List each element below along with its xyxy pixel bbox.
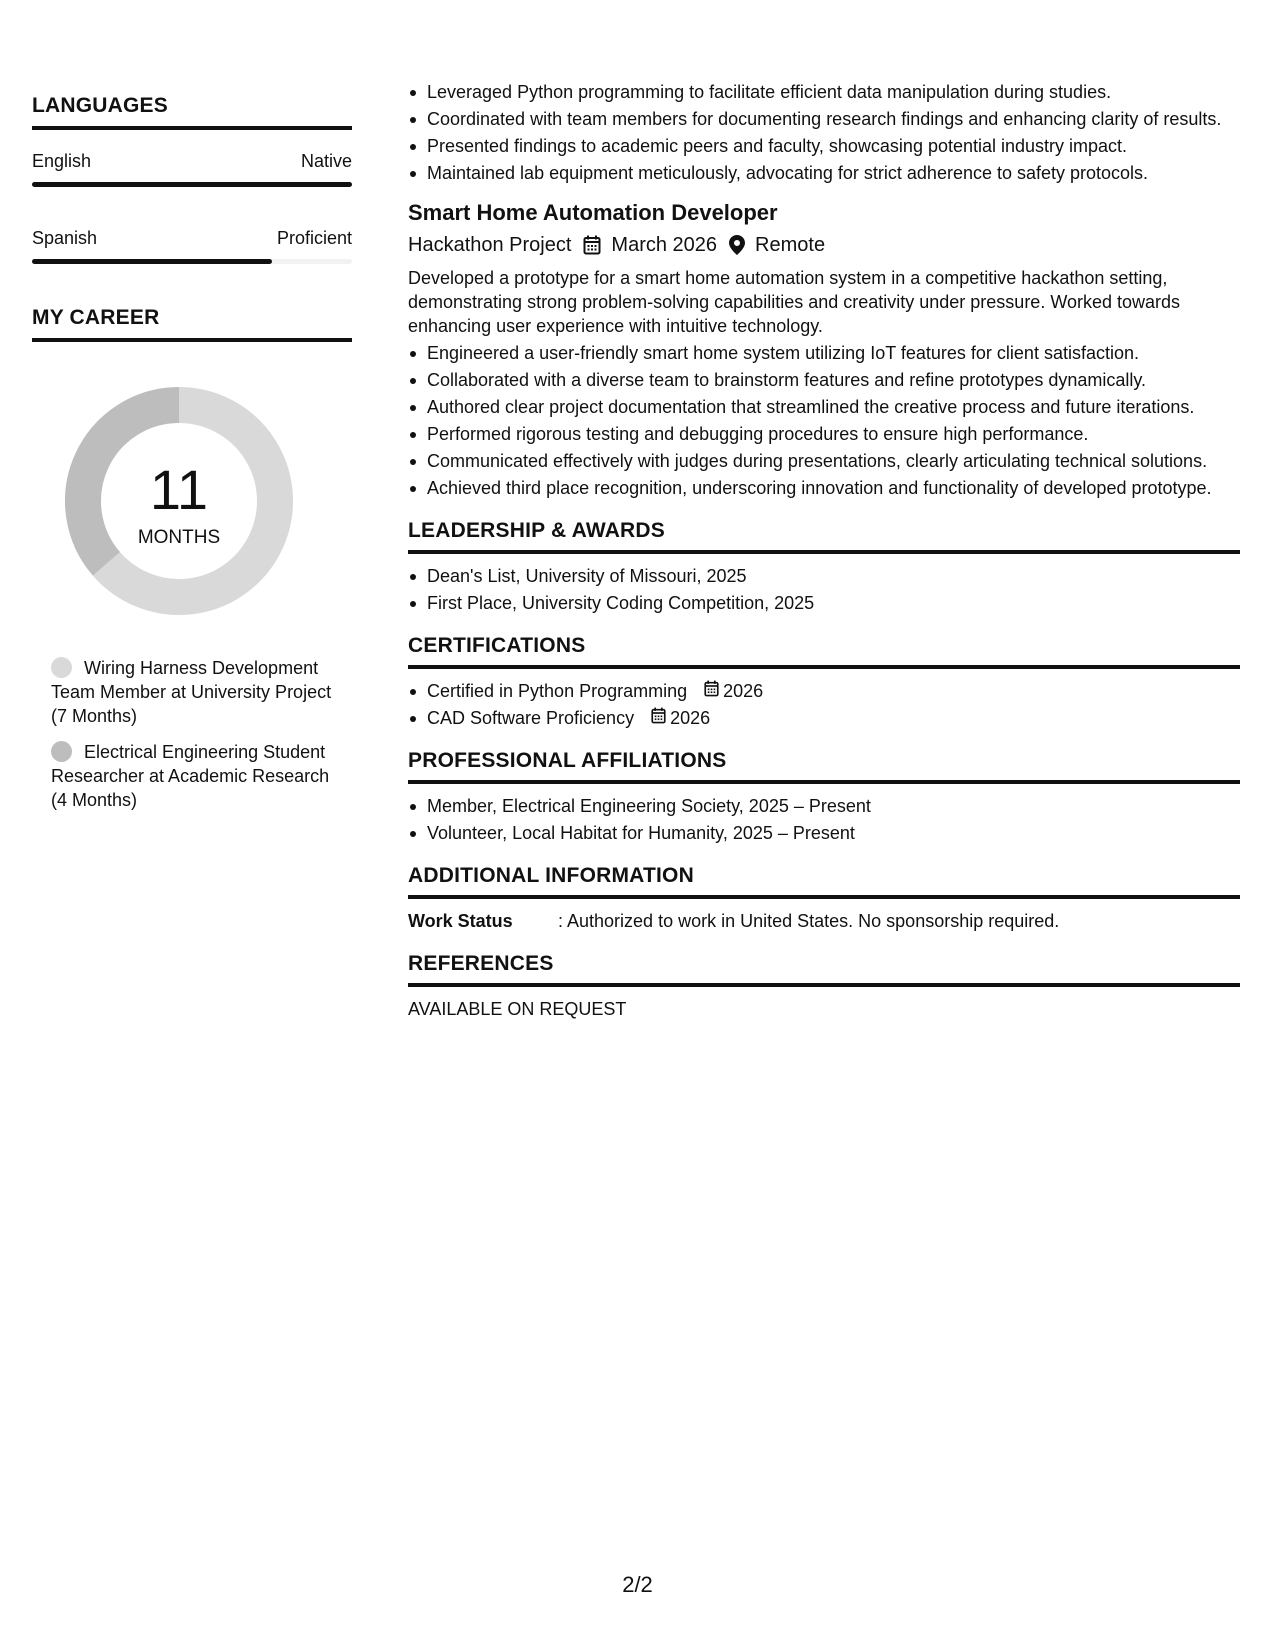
career-legend-item	[51, 740, 341, 812]
section-heading: PROFESSIONAL AFFILIATIONS	[408, 748, 1240, 784]
job-meta	[408, 232, 1240, 258]
additional-info-section	[408, 863, 1240, 933]
career-total-number: 11	[149, 458, 209, 521]
certifications-section	[408, 633, 1240, 730]
research-bullets	[408, 80, 1240, 185]
bullet-item: Leveraged Python programming to facilitate efficient data manipulation during studies.	[408, 80, 1240, 104]
calendar-icon	[583, 235, 601, 255]
job-description: Developed a prototype for a smart home automation system in a competitive hackathon setting, demonstrating strong problem-solving capabilities and creativity under pressure. Worked towards enhancing user experience with intuitive technology.	[408, 268, 1181, 336]
bullet-item: Maintained lab equipment meticulously, advocating for strict adherence to safety protocols.	[408, 161, 1240, 185]
certification-year: 2026	[723, 681, 764, 701]
section-heading: ADDITIONAL INFORMATION	[408, 863, 1240, 899]
language-item	[32, 227, 352, 264]
references-section	[408, 951, 1240, 1021]
bullet-item: Volunteer, Local Habitat for Humanity, 2025 – Present	[408, 821, 1240, 845]
career-section	[32, 306, 352, 812]
certification-date	[704, 679, 763, 703]
calendar-icon	[651, 706, 670, 730]
job-date: March 2026	[611, 234, 718, 256]
language-proficiency-bar	[32, 182, 352, 187]
job-location: Remote	[755, 234, 826, 256]
bullet-item: Dean's List, University of Missouri, 2025	[408, 564, 1240, 588]
certification-item	[408, 706, 1240, 730]
job-bullets	[408, 341, 1240, 500]
career-donut-chart	[64, 386, 294, 616]
bullet-item: Engineered a user-friendly smart home system utilizing IoT features for client satisfaction.	[408, 341, 1240, 365]
affiliations-section	[408, 748, 1240, 845]
language-level: Proficient	[276, 228, 352, 248]
calendar-icon	[704, 679, 723, 703]
leadership-list	[408, 564, 1240, 615]
career-legend-text: Electrical Engineering Student Researcher at Academic Research (4 Months)	[51, 742, 330, 810]
language-name: English	[32, 151, 92, 171]
map-pin-icon	[729, 235, 745, 255]
language-name: Spanish	[32, 228, 98, 248]
career-legend-item	[51, 656, 341, 728]
legend-dot	[51, 741, 72, 762]
certification-name: CAD Software Proficiency	[427, 708, 635, 728]
section-heading: LEADERSHIP & AWARDS	[408, 518, 1240, 554]
languages-section	[32, 94, 352, 264]
job-entry	[408, 199, 1240, 500]
job-company: Hackathon Project	[408, 234, 572, 256]
language-proficiency-fill	[32, 182, 352, 187]
main-content	[408, 80, 1240, 1021]
work-status-row	[408, 909, 1240, 933]
bullet-item: Achieved third place recognition, underscoring innovation and functionality of developed prototype.	[408, 476, 1240, 500]
languages-heading: LANGUAGES	[32, 94, 352, 130]
bullet-item: Member, Electrical Engineering Society, 2025 – Present	[408, 794, 1240, 818]
work-status-label: Work Status	[408, 911, 513, 931]
work-status-value: : Authorized to work in United States. No sponsorship required.	[558, 911, 1060, 931]
certification-name: Certified in Python Programming	[427, 681, 688, 701]
language-item	[32, 150, 352, 187]
bullet-item: Collaborated with a diverse team to brainstorm features and refine prototypes dynamically.	[408, 368, 1240, 392]
career-total-unit: MONTHS	[137, 527, 221, 548]
certification-year: 2026	[670, 708, 711, 728]
bullet-item: Communicated effectively with judges during presentations, clearly articulating technical solutions.	[408, 449, 1240, 473]
career-legend	[51, 656, 341, 812]
language-proficiency-fill	[32, 259, 272, 264]
language-proficiency-bar	[32, 259, 352, 264]
certification-item	[408, 679, 1240, 703]
certification-date	[651, 706, 710, 730]
legend-dot	[51, 657, 72, 678]
language-level: Native	[300, 151, 352, 171]
affiliations-list	[408, 794, 1240, 845]
leadership-section	[408, 518, 1240, 615]
page-number: 2/2	[622, 1572, 653, 1597]
career-legend-text: Wiring Harness Development Team Member at University Project (7 Months)	[51, 658, 332, 726]
section-heading: REFERENCES	[408, 951, 1240, 987]
bullet-item: First Place, University Coding Competition, 2025	[408, 591, 1240, 615]
bullet-item: Authored clear project documentation that streamlined the creative process and future iterations.	[408, 395, 1240, 419]
bullet-item: Performed rigorous testing and debugging procedures to ensure high performance.	[408, 422, 1240, 446]
bullet-item: Coordinated with team members for documenting research findings and enhancing clarity of results.	[408, 107, 1240, 131]
job-title: Smart Home Automation Developer	[408, 200, 778, 225]
bullet-item: Presented findings to academic peers and faculty, showcasing potential industry impact.	[408, 134, 1240, 158]
references-text: AVAILABLE ON REQUEST	[408, 999, 627, 1019]
certifications-list	[408, 679, 1240, 730]
career-heading: MY CAREER	[32, 306, 352, 342]
sidebar	[32, 94, 352, 824]
section-heading: CERTIFICATIONS	[408, 633, 1240, 669]
